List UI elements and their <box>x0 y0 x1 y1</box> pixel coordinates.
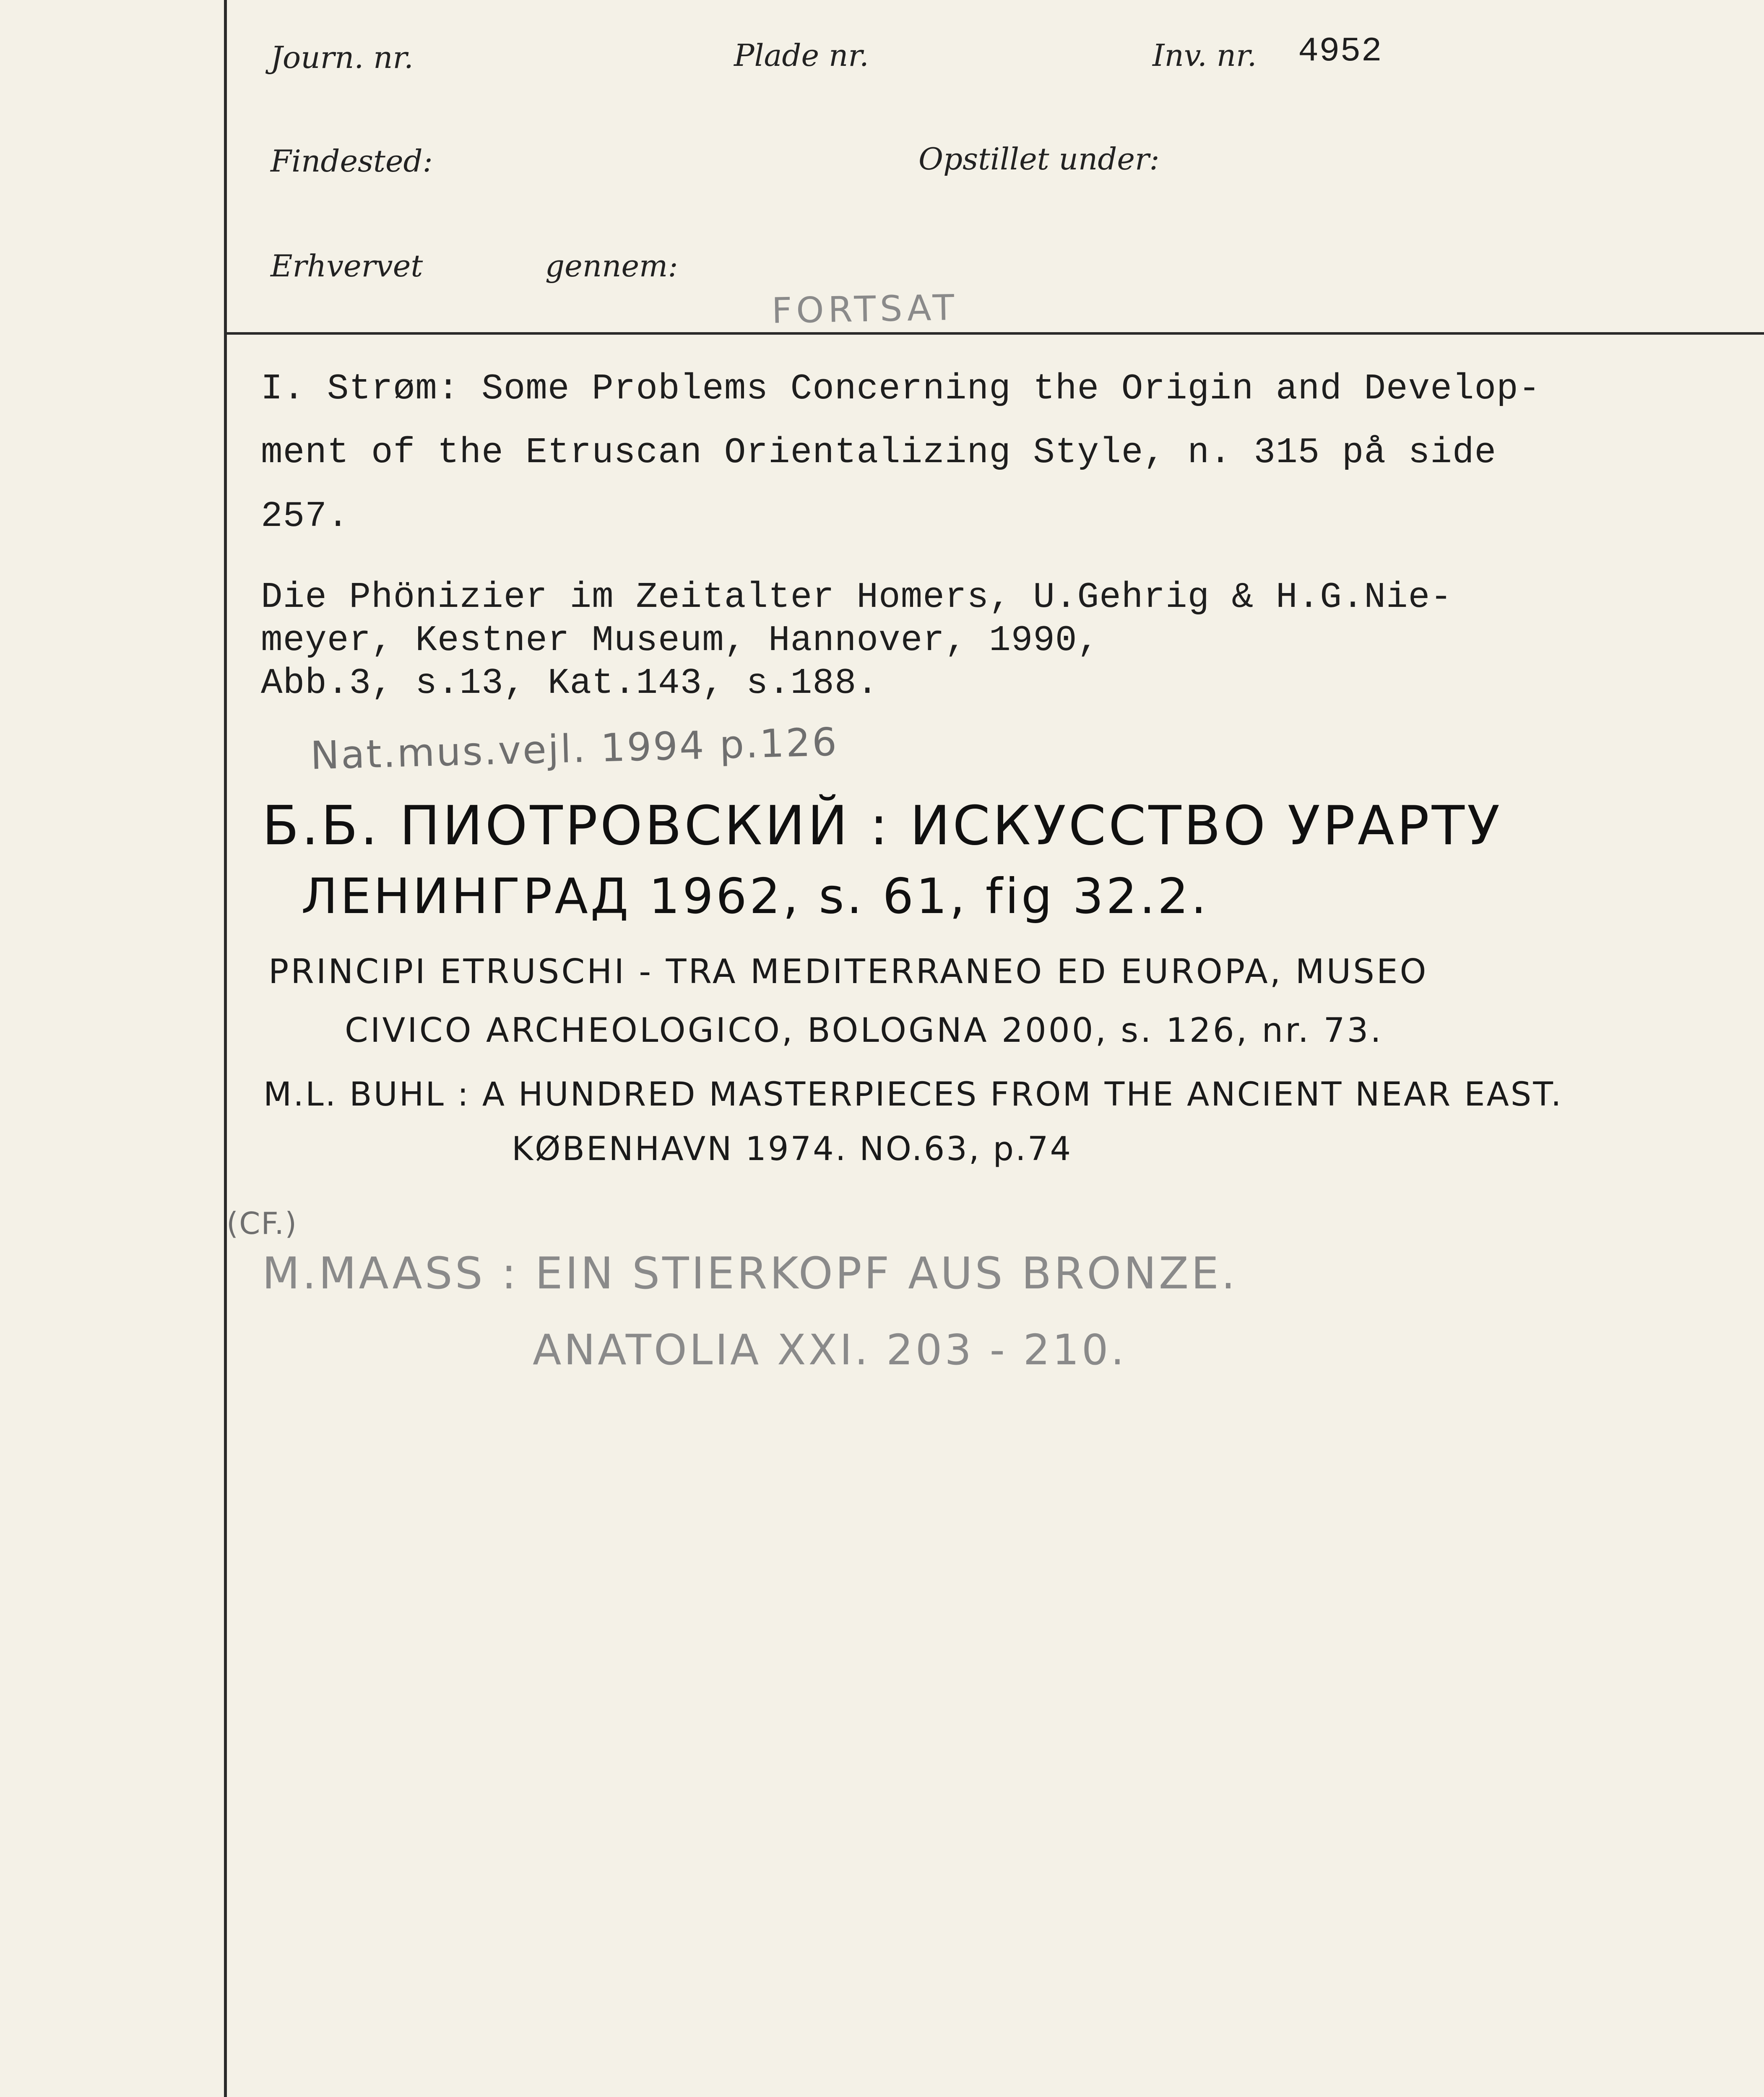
natmus-ref: Nat.mus.vejl. 1994 p.126 <box>310 719 839 778</box>
strom-ref-line3: 257. <box>261 496 349 537</box>
inv-value: 4952 <box>1298 32 1382 71</box>
phon-ref-line3: Abb.3, s.13, Kat.143, s.188. <box>261 663 879 704</box>
cf-note: (CF.) <box>226 1206 298 1241</box>
phon-ref-line1: Die Phönizier im Zeitalter Homers, U.Gehrig & H.G.Nie- <box>261 577 1452 618</box>
plade-label: Plade nr. <box>734 38 869 73</box>
phon-ref-line2: meyer, Kestner Museum, Hannover, 1990, <box>261 620 1100 661</box>
buhl-ref-line2: KØBENHAVN 1974. NO.63, p.74 <box>512 1130 1073 1168</box>
erhvervet-label: Erhvervet <box>271 248 423 284</box>
piotrovsky-ref-line1: Б.Б. ПИОТРОВСКИЙ : ИСКУССТВО УРАРТУ <box>262 795 1502 857</box>
buhl-ref-line1: M.L. BUHL : A HUNDRED MASTERPIECES FROM THE ANCIENT NEAR EAST. <box>263 1076 1563 1114</box>
header-divider <box>224 332 1764 335</box>
opstillet-label: Opstillet under: <box>918 141 1160 177</box>
inv-label: Inv. nr. <box>1153 38 1257 73</box>
findested-label: Findested: <box>271 143 433 179</box>
maass-ref-line2: ANATOLIA XXI. 203 - 210. <box>533 1325 1127 1374</box>
fortsat-note: FORTSAT <box>771 287 959 331</box>
maass-ref-line1: M.MAASS : EIN STIERKOPF AUS BRONZE. <box>262 1248 1238 1299</box>
journ-label: Journ. nr. <box>271 40 414 75</box>
principi-ref-line1: PRINCIPI ETRUSCHI - TRA MEDITERRANEO ED EUROPA, MUSEO <box>268 952 1428 991</box>
strom-ref-line1: I. Strøm: Some Problems Concerning the Origin and Develop- <box>261 368 1541 409</box>
principi-ref-line2: CIVICO ARCHEOLOGICO, BOLOGNA 2000, s. 126, nr. 73. <box>345 1011 1383 1050</box>
strom-ref-line2: ment of the Etruscan Orientalizing Style, n. 315 på side <box>261 432 1497 473</box>
margin-rule <box>224 0 227 2097</box>
gennem-label: gennem: <box>545 248 678 284</box>
piotrovsky-ref-line2: ЛЕНИНГРАД 1962, s. 61, fig 32.2. <box>301 868 1209 925</box>
